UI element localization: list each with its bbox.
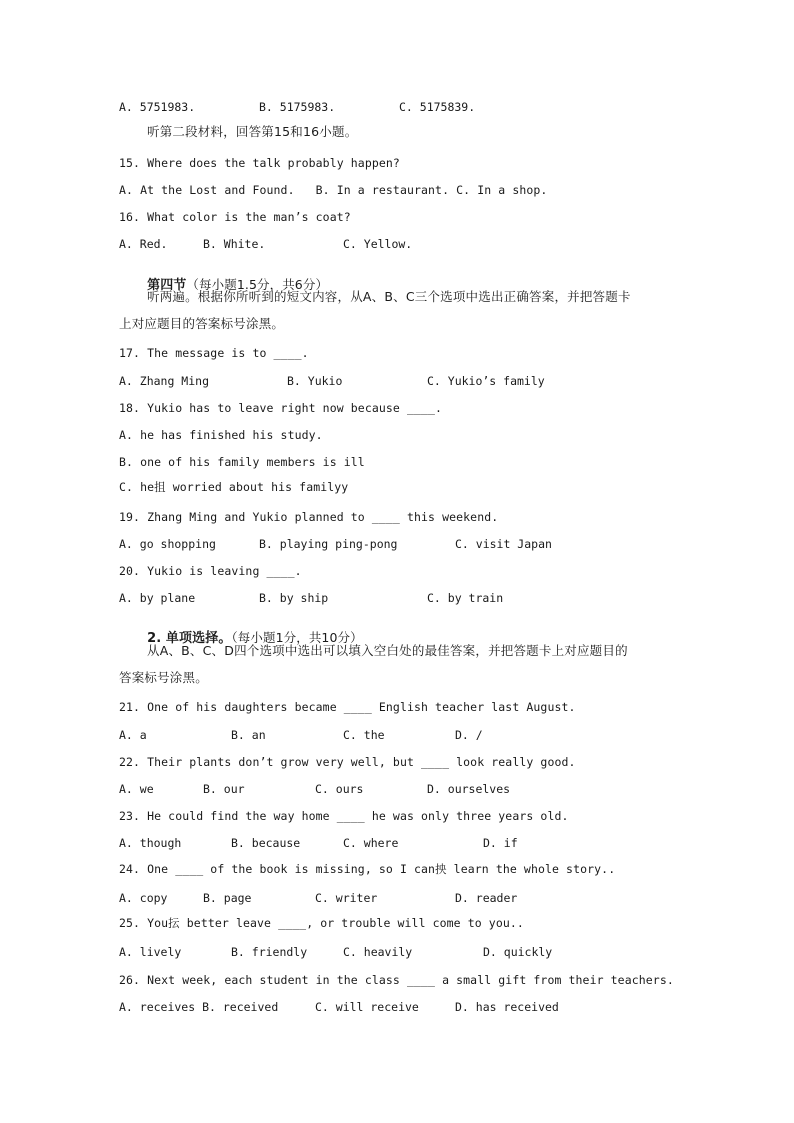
q16-stem: 16. What color is the man’s coat? xyxy=(119,210,351,224)
q24-option-a: A. copy xyxy=(119,891,168,905)
q25-option-c: C. heavily xyxy=(343,945,413,959)
q24-stem: 24. One ____ of the book is missing, so I can抰 learn the whole story.. xyxy=(119,862,616,876)
q22-option-a: A. we xyxy=(119,782,154,796)
q23-option-a: A. though xyxy=(119,836,182,850)
q17-option-b: B. Yukio xyxy=(287,374,343,388)
q22-option-d: D. ourselves xyxy=(427,782,511,796)
material-two-intro: 听第二段材料，回答第15和16小题。 xyxy=(147,124,358,139)
q18-stem: 18. Yukio has to leave right now because ____. xyxy=(119,401,443,415)
q15-stem: 15. Where does the talk probably happen? xyxy=(119,156,400,170)
single-choice-title: 2. 单项选择。 xyxy=(147,631,232,646)
q21-option-a: A. a xyxy=(119,728,147,742)
q20-option-a: A. by plane xyxy=(119,591,196,605)
q24-option-c: C. writer xyxy=(315,891,378,905)
q21-option-b: B. an xyxy=(231,728,266,742)
q19-option-b: B. playing ping-pong xyxy=(259,537,398,551)
q20-option-b: B. by ship xyxy=(259,591,329,605)
q16-option-b: B. White. xyxy=(203,237,266,251)
q14-option-c: C. 5175839. xyxy=(399,100,476,114)
q24-option-b: B. page xyxy=(203,891,252,905)
q22-option-c: C. ours xyxy=(315,782,364,796)
q14-option-b: B. 5175983. xyxy=(259,100,336,114)
q21-option-c: C. the xyxy=(343,728,385,742)
single-choice-instruction-2: 答案标号涂黑。 xyxy=(119,670,208,685)
q25-option-a: A. lively xyxy=(119,945,182,959)
q26-option-c: C. will receive xyxy=(315,1000,419,1014)
q18-option-c: C. he抯 worried about his familyy xyxy=(119,480,349,494)
q23-option-b: B. because xyxy=(231,836,301,850)
q21-stem: 21. One of his daughters became ____ English teacher last August. xyxy=(119,700,576,714)
section4-instruction-1: 听两遍。根据你所听到的短文内容，从A、B、C三个选项中选出正确答案，并把答题卡 xyxy=(147,289,631,304)
q16-option-c: C. Yellow. xyxy=(343,237,413,251)
q15-options: A. At the Lost and Found. B. In a restaurant. C. In a shop. xyxy=(119,183,548,197)
q26-option-ab: A. receives B. received xyxy=(119,1000,279,1014)
q26-option-d: D. has received xyxy=(455,1000,559,1014)
q25-option-b: B. friendly xyxy=(231,945,308,959)
q16-option-a: A. Red. xyxy=(119,237,168,251)
single-choice-note: （每小题1分，共10分） xyxy=(231,630,363,645)
q23-option-d: D. if xyxy=(483,836,518,850)
q19-option-c: C. visit Japan xyxy=(455,537,552,551)
q19-stem: 19. Zhang Ming and Yukio planned to ____ this weekend. xyxy=(119,510,499,524)
q22-option-b: B. our xyxy=(203,782,245,796)
q25-stem: 25. You抎 better leave ____, or trouble will come to you.. xyxy=(119,916,524,930)
q19-option-a: A. go shopping xyxy=(119,537,216,551)
single-choice-instruction-1: 从A、B、C、D四个选项中选出可以填入空白处的最佳答案，并把答题卡上对应题目的 xyxy=(147,643,628,658)
section4-title: 第四节 xyxy=(147,278,187,293)
q21-option-d: D. / xyxy=(455,728,483,742)
q20-option-c: C. by train xyxy=(427,591,504,605)
section4-instruction-2: 上对应题目的答案标号涂黑。 xyxy=(119,316,285,331)
section4-note: （每小题1.5分，共6分） xyxy=(186,277,329,292)
q14-option-a: A. 5751983. xyxy=(119,100,196,114)
q17-option-a: A. Zhang Ming xyxy=(119,374,210,388)
q24-option-d: D. reader xyxy=(455,891,518,905)
q17-stem: 17. The message is to ____. xyxy=(119,346,309,360)
q20-stem: 20. Yukio is leaving ____. xyxy=(119,564,302,578)
q18-option-a: A. he has finished his study. xyxy=(119,428,323,442)
q23-option-c: C. where xyxy=(343,836,399,850)
q25-option-d: D. quickly xyxy=(483,945,553,959)
q26-stem: 26. Next week, each student in the class ____ a small gift from their teachers. xyxy=(119,973,674,987)
q23-stem: 23. He could find the way home ____ he was only three years old. xyxy=(119,809,569,823)
q17-option-c: C. Yukio’s family xyxy=(427,374,545,388)
q18-option-b: B. one of his family members is ill xyxy=(119,455,365,469)
q22-stem: 22. Their plants don’t grow very well, but ____ look really good. xyxy=(119,755,576,769)
